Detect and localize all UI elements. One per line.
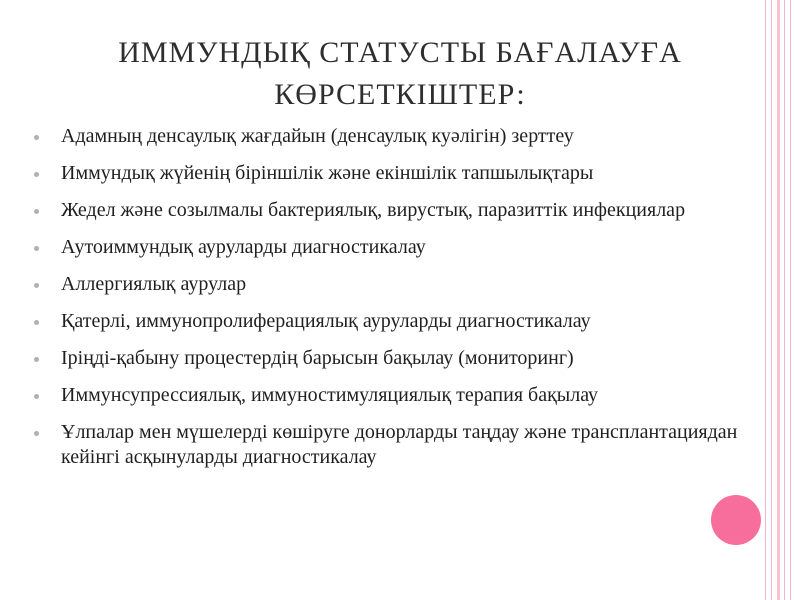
bullet-dot-icon: [34, 320, 39, 325]
bullet-item: [34, 420, 774, 470]
slide-title: [40, 32, 760, 116]
bullet-item: [34, 124, 774, 149]
bullet-dot-icon: [34, 357, 39, 362]
bullet-dot-icon: [34, 172, 39, 177]
bullet-item: [34, 235, 774, 260]
bullet-item: [34, 383, 774, 408]
bullet-list: [34, 124, 774, 482]
bullet-dot-icon: [34, 209, 39, 214]
bullet-item: [34, 346, 774, 371]
bullet-item: [34, 198, 774, 223]
bullet-text: Иммунсупрессиялық, иммуностимуляциялық терапия бақылау: [61, 384, 599, 406]
bullet-item: [34, 161, 774, 186]
bullet-text: Иммундық жүйенің біріншілік және екіншілік тапшылықтары: [61, 162, 594, 184]
bullet-item: [34, 272, 774, 297]
bullet-text: Ұлпалар мен мүшелерді көшіруге донорларды таңдау және трансплантациядан кейінгі асқынуларды диагностикалау: [61, 421, 738, 468]
bullet-dot-icon: [34, 246, 39, 251]
bullet-dot-icon: [34, 431, 39, 436]
bullet-text: Адамның денсаулық жағдайын (денсаулық куәлігін) зерттеу: [61, 125, 574, 147]
bullet-item: [34, 309, 774, 334]
bullet-dot-icon: [34, 283, 39, 288]
bullet-dot-icon: [34, 135, 39, 140]
bullet-text: Жедел және созылмалы бактериялық, вирустық, паразиттік инфекциялар: [61, 199, 686, 221]
bullet-text: Қатерлі, иммунопролиферациялық ауруларды диагностикалау: [61, 310, 591, 332]
slide-title-line-2: КӨРСЕТКІШТЕР:: [274, 78, 526, 111]
bullet-text: Іріңді-қабыну процестердің барысын бақылау (мониторинг): [61, 347, 574, 369]
stripe-line: [777, 0, 780, 600]
stripe-line: [784, 0, 785, 600]
bullet-text: Аутоиммундық ауруларды диагностикалау: [61, 236, 426, 258]
slide-title-line-1: ИММУНДЫҚ СТАТУСТЫ БАҒАЛАУҒА: [118, 36, 682, 69]
decorative-pink-circle: [711, 495, 761, 545]
stripe-line: [790, 0, 791, 600]
bullet-dot-icon: [34, 394, 39, 399]
bullet-text: Аллергиялық аурулар: [61, 273, 247, 295]
